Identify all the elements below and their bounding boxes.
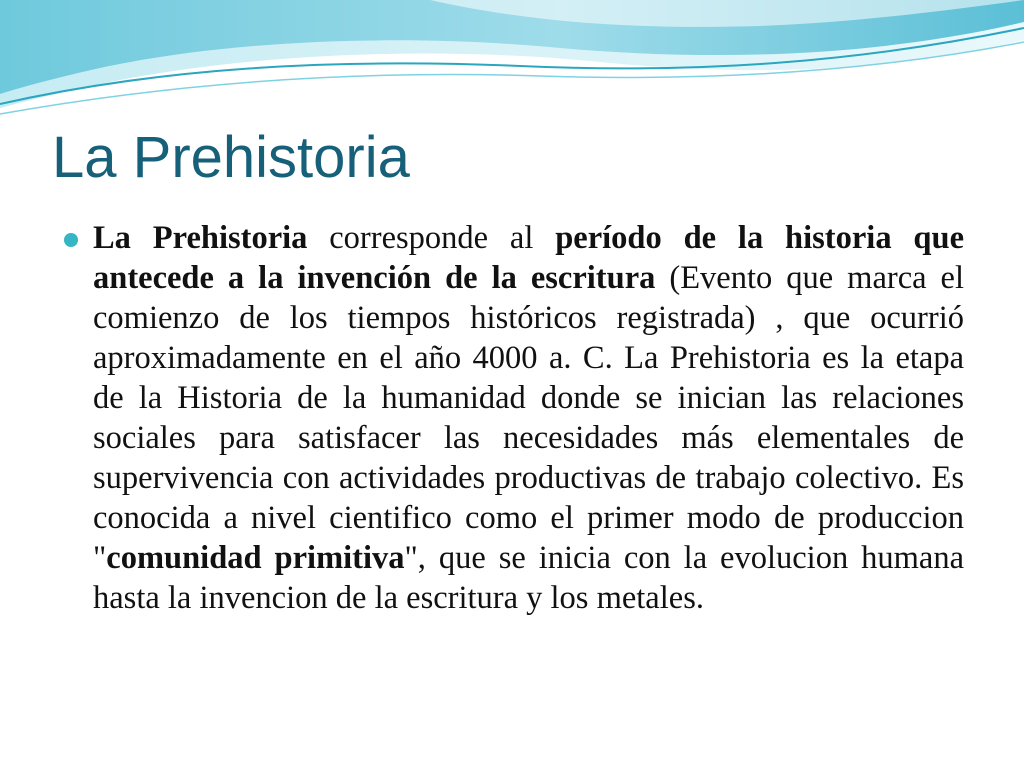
bold-definition: período de la historia que antecede a la invención de la escritura [93, 220, 964, 296]
header-wave-decoration [0, 0, 1024, 130]
bold-term-prehistoria: La Prehistoria [93, 220, 308, 256]
bullet-list [62, 218, 964, 618]
bullet-paragraph [93, 218, 964, 618]
bullet-dot-icon [64, 233, 78, 247]
text-segment: ", que se inicia con la evolucion humana hasta la invencion de la escritura y los metales. [93, 540, 965, 616]
text-segment: corresponde al [307, 220, 556, 256]
slide-title: La Prehistoria [52, 125, 410, 190]
text-segment: (Evento que marca el comienzo de los tiempos históricos registrada) , que ocurrió aproximadamente en el año 4000 a. C. La Prehistoria es la etapa de la Historia de la humanidad donde se inician las relaciones sociales para satisfacer las necesidades más elementales de supervivencia con actividades productivas de trabajo colectivo. Es conocida a nivel cientifico como el primer modo de produccion " [93, 260, 964, 576]
bold-term-comunidad-primitiva: comunidad primitiva [106, 540, 405, 576]
